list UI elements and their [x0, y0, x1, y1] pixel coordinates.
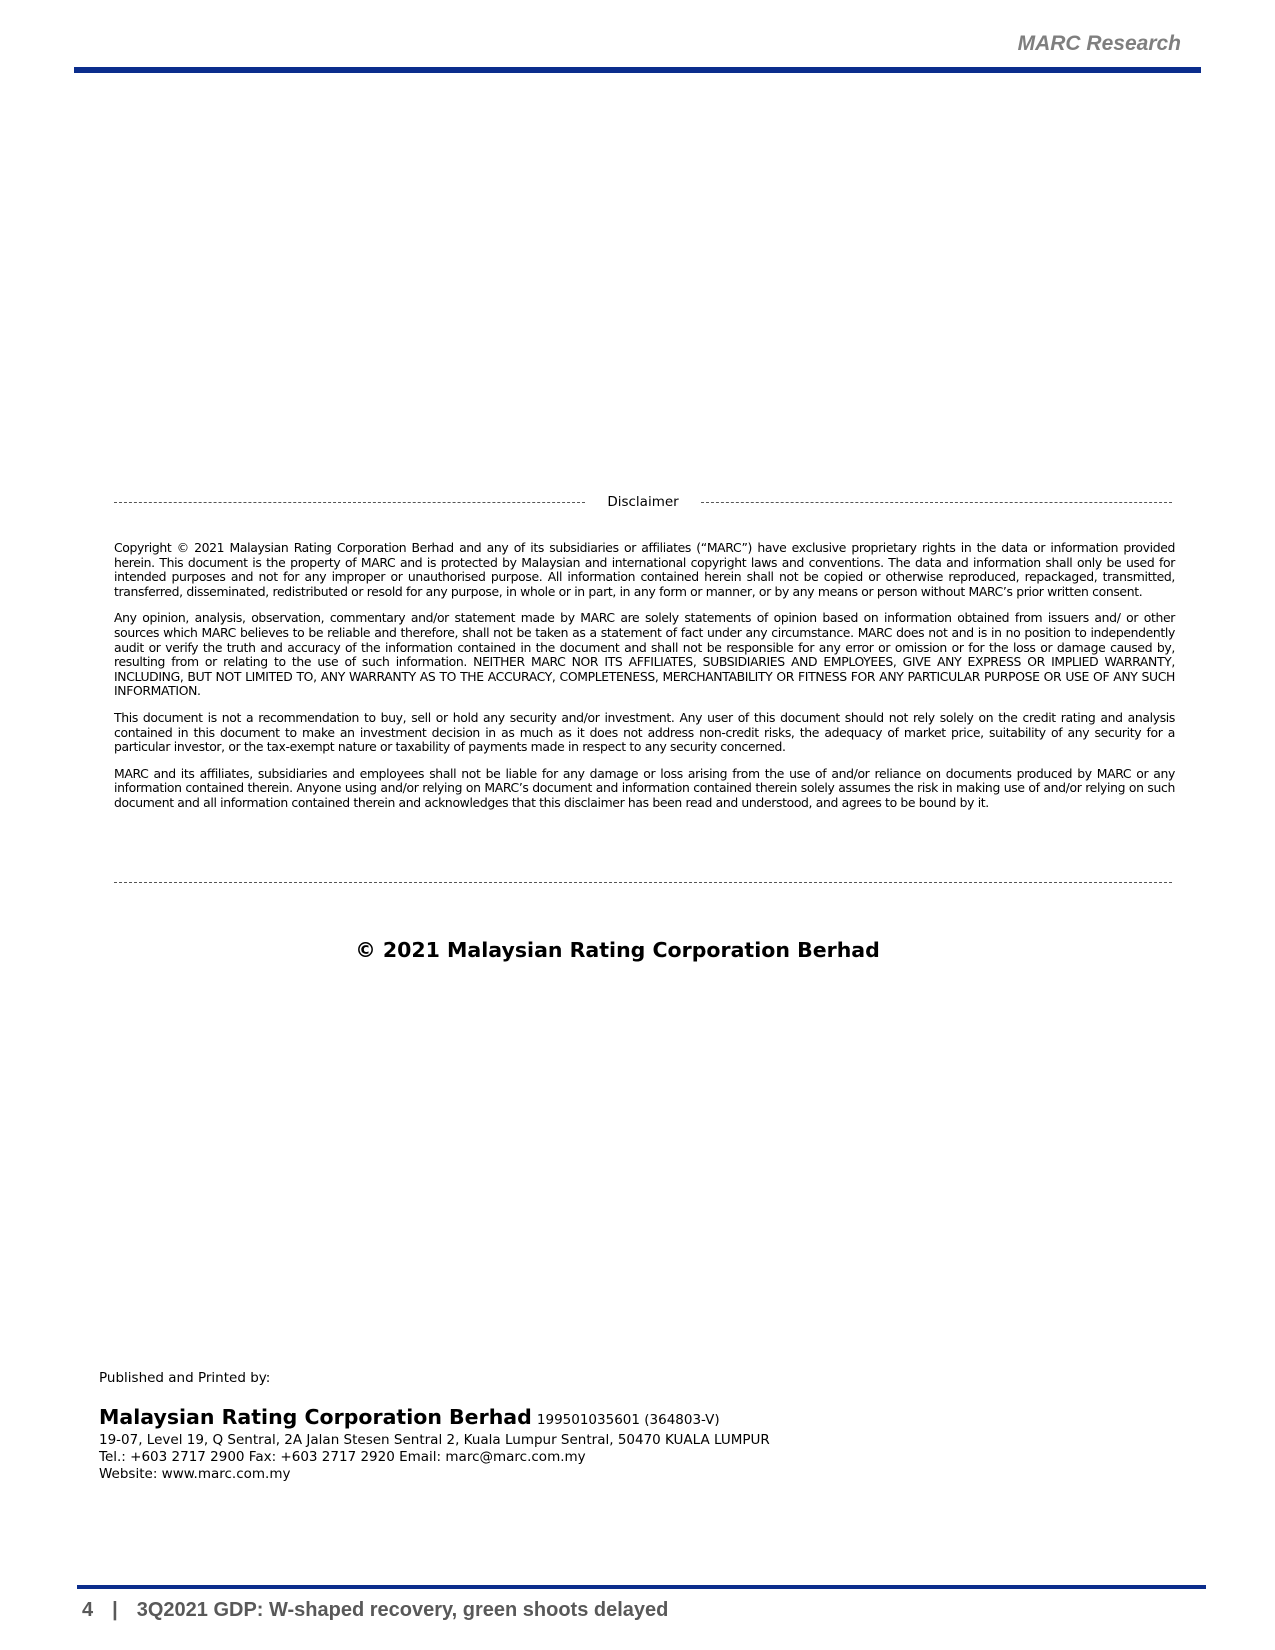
publisher-name: Malaysian Rating Corporation Berhad	[99, 1405, 532, 1429]
disclaimer-heading	[114, 493, 1172, 511]
copyright-notice: © 2021 Malaysian Rating Corporation Berhad	[355, 938, 880, 962]
publisher-label: Published and Printed by:	[99, 1370, 271, 1386]
footer-separator: |	[112, 1599, 118, 1621]
publisher-block	[99, 1370, 999, 1483]
page-footer	[82, 1599, 668, 1622]
publisher-website: Website: www.marc.com.my	[99, 1466, 291, 1482]
dashed-divider-left	[114, 502, 585, 503]
disclaimer-paragraph-opinion: Any opinion, analysis, observation, commentary and/or statement made by MARC are solely statements of opinion based on information obtained from issuers and/ or other sources which MARC believes to be reliable and therefore, shall not be taken as a statement of fact under any circumstance. MARC does not and is in no position to independently audit or verify the truth and accuracy of the information contained in the document and shall not be responsible for any error or omission or for the loss or damage caused by, resulting from or relating to the use of such information. NEITHER MARC NOR ITS AFFILIATES, SUBSIDIARIES AND EMPLOYEES, GIVE ANY EXPRESS OR IMPLIED WARRANTY, INCLUDING, BUT NOT LIMITED TO, ANY WARRANTY AS TO THE ACCURACY, COMPLETENESS, MERCHANTABILITY OR FITNESS FOR ANY PARTICULAR PURPOSE OR USE OF ANY SUCH INFORMATION.	[114, 610, 1175, 699]
disclaimer-paragraph-liability: MARC and its affiliates, subsidiaries and employees shall not be liable for any damage or loss arising from the use of and/or reliance on documents produced by MARC or any information contained therein. Anyone using and/or relying on MARC’s document and information contained therein solely assumes the risk in making use of and/or relying on such document and all information contained therein and acknowledges that this disclaimer has been read and understood, and agrees to be bound by it.	[114, 765, 1175, 810]
document-title: 3Q2021 GDP: W-shaped recovery, green shoots delayed	[136, 1599, 669, 1621]
disclaimer-body	[114, 541, 1175, 823]
disclaimer-paragraph-recommendation: This document is not a recommendation to buy, sell or hold any security and/or investment. Any user of this document should not rely solely on the credit rating and analysis contained in this document to make an investment decision in as much as it does not address non-credit risks, the adequacy of market price, suitability of any security for a particular investor, or the tax-exempt nature or taxability of payments made in respect to any security concerned.	[114, 709, 1175, 755]
header-title: MARC Research	[1017, 32, 1181, 55]
publisher-registration: 199501035601 (364803-V)	[536, 1412, 720, 1428]
publisher-contact: Tel.: +603 2717 2900 Fax: +603 2717 2920 Email: marc@marc.com.my	[99, 1449, 586, 1465]
dashed-divider-right	[701, 502, 1172, 503]
publisher-name-line	[99, 1405, 999, 1432]
publisher-address: 19-07, Level 19, Q Sentral, 2A Jalan Stesen Sentral 2, Kuala Lumpur Sentral, 50470 KUALA LUMPUR	[99, 1432, 770, 1448]
dashed-divider-bottom	[114, 882, 1172, 883]
header-rule	[74, 67, 1201, 73]
disclaimer-label: Disclaimer	[607, 494, 679, 510]
footer-rule	[77, 1585, 1206, 1589]
disclaimer-paragraph-copyright: Copyright © 2021 Malaysian Rating Corporation Berhad and any of its subsidiaries or affiliates (“MARC”) have exclusive proprietary rights in the data or information provided herein. This document is the property of MARC and is protected by Malaysian and international copyright laws and conventions. The data and information shall only be used for intended purposes and not for any improper or unauthorised purpose. All information contained herein shall not be copied or otherwise reproduced, repackaged, transmitted, transferred, disseminated, redistributed or resold for any purpose, in whole or in part, in any form or manner, or by any means or person without MARC’s prior written consent.	[114, 540, 1175, 599]
page-number: 4	[82, 1599, 94, 1621]
